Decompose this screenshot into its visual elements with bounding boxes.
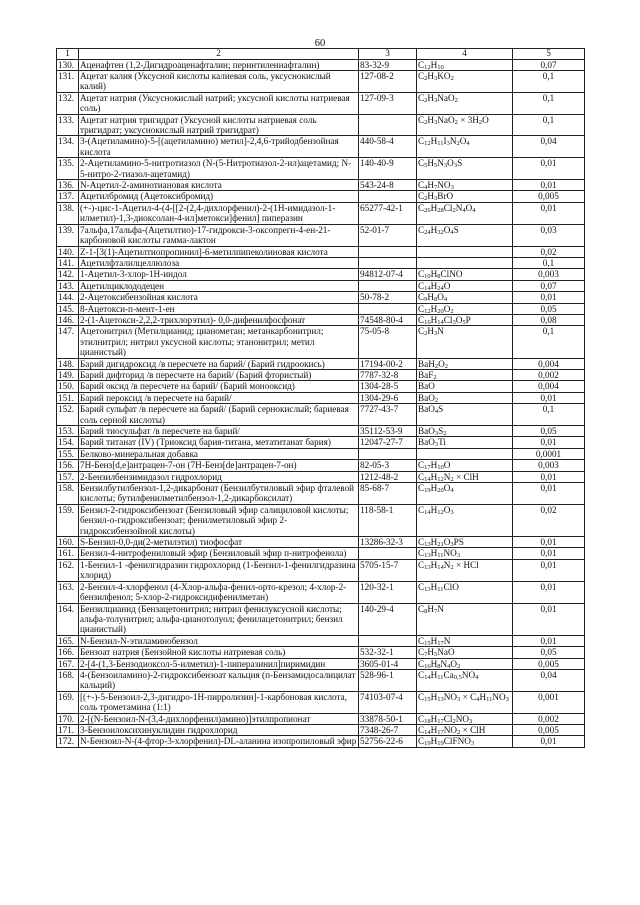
value-cell: 0,005 bbox=[513, 191, 585, 202]
formula-cell: $C_{14}H_{17}NO_2$ × ClH bbox=[417, 724, 513, 735]
table-row bbox=[57, 483, 585, 505]
table-row bbox=[57, 404, 585, 426]
row-number-cell: 136. bbox=[57, 180, 79, 191]
value-cell: 0,07 bbox=[513, 59, 585, 70]
row-number-cell: 139. bbox=[57, 224, 79, 246]
formula-cell: $C_{12}H_{20}O_2$ bbox=[417, 303, 513, 314]
cas-number-cell: 12047-27-7 bbox=[359, 437, 417, 448]
row-number-cell: 149. bbox=[57, 369, 79, 380]
row-number-cell: 146. bbox=[57, 314, 79, 325]
value-cell: 0,01 bbox=[513, 736, 585, 747]
formula-cell: $C_{13}H_{11}NO_3$ bbox=[417, 548, 513, 559]
formula-cell: $C_8H_7N$ bbox=[417, 603, 513, 635]
formula-cell: $C_5H_5N_3O_3S$ bbox=[417, 158, 513, 180]
formula-cell: $C_{14}H_{11}Ca_{0,5}NO_4$ bbox=[417, 669, 513, 691]
row-number-cell: 156. bbox=[57, 460, 79, 471]
formula-cell: BaO$_3$Ti bbox=[417, 437, 513, 448]
cas-number-cell bbox=[359, 257, 417, 268]
cas-number-cell: 532-32-1 bbox=[359, 647, 417, 658]
cas-number-cell: 82-05-3 bbox=[359, 460, 417, 471]
cas-number-cell: 140-40-9 bbox=[359, 158, 417, 180]
cas-number-cell: 83-32-9 bbox=[359, 59, 417, 70]
formula-cell: $C_7H_5NaO$ bbox=[417, 647, 513, 658]
substance-name-cell: 2-[(N-Бензоил-N-(3,4-дихлорфенил)амино)]этилпропионат bbox=[79, 713, 359, 724]
value-cell: 0,01 bbox=[513, 292, 585, 303]
substance-name-cell: 1-Ацетил-3-хлор-1Н-индол bbox=[79, 269, 359, 280]
cas-number-cell bbox=[359, 448, 417, 459]
formula-cell: $C_{14}H_{24}O$ bbox=[417, 280, 513, 291]
table-row bbox=[57, 292, 585, 303]
row-number-cell: 151. bbox=[57, 392, 79, 403]
substance-name-cell: Ацетат калия (Уксусной кислоты калиевая соль, уксуснокислый калий) bbox=[79, 71, 359, 93]
substance-name-cell: 2-(1-Ацетокси-2,2,2-трихлорэтил)- 0,0-дифенилфосфонат bbox=[79, 314, 359, 325]
formula-cell: $C_{24}H_{32}O_4S$ bbox=[417, 224, 513, 246]
substances-table bbox=[56, 48, 585, 748]
row-number-cell: 141. bbox=[57, 257, 79, 268]
cas-number-cell: 7348-26-7 bbox=[359, 724, 417, 735]
table-row bbox=[57, 369, 585, 380]
value-cell: 0,07 bbox=[513, 280, 585, 291]
value-cell: 0,01 bbox=[513, 392, 585, 403]
row-number-cell: 164. bbox=[57, 603, 79, 635]
substance-name-cell: Бензил-2-гидроксибензоат (Бензиловый эфир салициловой кислоты; бензил-о-гидроксибензоат; фенилметиловый эфир 2-гидроксибензойной кислоты) bbox=[79, 504, 359, 536]
substance-name-cell: Ацетат натрия тригидрат (Уксусной кислоты натриевая соль тригидрат; уксуснокислый натрий тригидрат) bbox=[79, 114, 359, 136]
value-cell: 0,01 bbox=[513, 581, 585, 603]
formula-cell: $C_2H_3N$ bbox=[417, 326, 513, 358]
substance-name-cell: 8-Ацетокси-п-мент-1-ен bbox=[79, 303, 359, 314]
cas-number-cell bbox=[359, 114, 417, 136]
value-cell: 0,04 bbox=[513, 136, 585, 158]
value-cell: 0,03 bbox=[513, 224, 585, 246]
formula-cell: $C_{14}H_{12}N_2$ × ClH bbox=[417, 471, 513, 482]
row-number-cell: 147. bbox=[57, 326, 79, 358]
substance-name-cell: 2-Бензил-4-хлорфенол (4-Хлор-альфа-фенил-орто-крезол; 4-хлор-2-бензилфенол; 5-хлор-2-гидроксидифенилметан) bbox=[79, 581, 359, 603]
value-cell: 0,05 bbox=[513, 303, 585, 314]
table-row bbox=[57, 303, 585, 314]
value-cell: 0,01 bbox=[513, 559, 585, 581]
substance-name-cell: Ацетат натрия (Уксуснокислый натрий; уксусной кислоты натриевая соль) bbox=[79, 92, 359, 114]
cas-number-cell: 74103-07-4 bbox=[359, 691, 417, 713]
row-number-cell: 158. bbox=[57, 483, 79, 505]
row-number-cell: 163. bbox=[57, 581, 79, 603]
cas-number-cell: 85-68-7 bbox=[359, 483, 417, 505]
row-number-cell: 159. bbox=[57, 504, 79, 536]
table-row bbox=[57, 59, 585, 70]
substance-name-cell: Аценафтен (1,2-Дигидроаценафталин; перинтиленнафталин) bbox=[79, 59, 359, 70]
value-cell: 0,05 bbox=[513, 426, 585, 437]
formula-cell: $C_{12}H_{10}$ bbox=[417, 59, 513, 70]
cas-number-cell: 5705-15-7 bbox=[359, 559, 417, 581]
formula-cell: $C_{15}H_{13}NO_3 \times C_4H_{11}NO_3$ bbox=[417, 691, 513, 713]
substance-name-cell: Барий оксид /в пересчете на барий/ (Барий монооксид) bbox=[79, 381, 359, 392]
value-cell: 0,01 bbox=[513, 603, 585, 635]
formula-cell: $C_{19}H_{20}O_4$ bbox=[417, 483, 513, 505]
row-number-cell: 167. bbox=[57, 658, 79, 669]
value-cell: 0,01 bbox=[513, 635, 585, 646]
cas-number-cell: 1304-29-6 bbox=[359, 392, 417, 403]
row-number-cell: 138. bbox=[57, 202, 79, 224]
formula-cell: BaF$_2$ bbox=[417, 369, 513, 380]
header-cell: 5 bbox=[513, 49, 585, 60]
value-cell: 0,05 bbox=[513, 647, 585, 658]
cas-number-cell: 440-58-4 bbox=[359, 136, 417, 158]
substance-name-cell: 2-Бензилбензимидазол гидрохлорид bbox=[79, 471, 359, 482]
cas-number-cell bbox=[359, 303, 417, 314]
formula-cell bbox=[417, 257, 513, 268]
substance-name-cell: 3-(Ацетиламино)-5-[(ацетиламино) метил]-2,4,6-трийодбензойная кислота bbox=[79, 136, 359, 158]
table-row bbox=[57, 437, 585, 448]
table-row bbox=[57, 736, 585, 747]
formula-cell: $C_2H_3BrO$ bbox=[417, 191, 513, 202]
value-cell: 0,01 bbox=[513, 180, 585, 191]
table-row bbox=[57, 669, 585, 691]
formula-cell: BaO$_4$S bbox=[417, 404, 513, 426]
substance-name-cell: Z-1-[3(1)-Ацетилтиопропинил]-6-метилпипеколиновая кислота bbox=[79, 246, 359, 257]
substance-name-cell: (+-)-цис-1-Ацетил-4-(4-[[2-(2,4-дихлорфенил)-2-(1Н-имидазол-1-илметил)-1,3-диоксолан-4-ил]метокси]фенил] пиперазин bbox=[79, 202, 359, 224]
table-row bbox=[57, 559, 585, 581]
substance-name-cell: Барий дигидроксид /в пересчете на барий/ (Барий гидроокись) bbox=[79, 358, 359, 369]
row-number-cell: 130. bbox=[57, 59, 79, 70]
value-cell: 0,02 bbox=[513, 504, 585, 536]
substance-name-cell: 3-Бензоилоксихинуклидин гидрохлорид bbox=[79, 724, 359, 735]
table-body bbox=[57, 59, 585, 747]
cas-number-cell: 94812-07-4 bbox=[359, 269, 417, 280]
header-cell: 4 bbox=[417, 49, 513, 60]
value-cell: 0,01 bbox=[513, 158, 585, 180]
formula-cell: $C_{19}H_{19}ClFNO_3$ bbox=[417, 736, 513, 747]
formula-cell: $C_{13}H_{21}O_3PS$ bbox=[417, 537, 513, 548]
formula-cell: $C_{13}H_{11}ClO$ bbox=[417, 581, 513, 603]
formula-cell: $C_{18}H_{17}Cl_2NO_3$ bbox=[417, 713, 513, 724]
row-number-cell: 142. bbox=[57, 269, 79, 280]
header-cell: 1 bbox=[57, 49, 79, 60]
row-number-cell: 133. bbox=[57, 114, 79, 136]
cas-number-cell: 13286-32-3 bbox=[359, 537, 417, 548]
table-row bbox=[57, 326, 585, 358]
cas-number-cell bbox=[359, 246, 417, 257]
table-row bbox=[57, 537, 585, 548]
row-number-cell: 135. bbox=[57, 158, 79, 180]
substance-name-cell: Барий сульфат /в пересчете на барий/ (Барий сернокислый; бариевая соль серной кислоты) bbox=[79, 404, 359, 426]
value-cell: 0,003 bbox=[513, 269, 585, 280]
cas-number-cell: 52-01-7 bbox=[359, 224, 417, 246]
value-cell: 0,01 bbox=[513, 548, 585, 559]
cas-number-cell: 127-09-3 bbox=[359, 92, 417, 114]
formula-cell: $C_{12}H_{11}I_3N_2O_4$ bbox=[417, 136, 513, 158]
value-cell: 0,04 bbox=[513, 669, 585, 691]
formula-cell: $C_{15}H_{17}N$ bbox=[417, 635, 513, 646]
row-number-cell: 134. bbox=[57, 136, 79, 158]
table-row bbox=[57, 603, 585, 635]
row-number-cell: 143. bbox=[57, 280, 79, 291]
formula-cell: $C_{10}H_8ClNO$ bbox=[417, 269, 513, 280]
row-number-cell: 166. bbox=[57, 647, 79, 658]
substance-name-cell: 7Н-Бенз[d,e]антрацен-7-он (7Н-Бенз[de]антрацен-7-он) bbox=[79, 460, 359, 471]
row-number-cell: 169. bbox=[57, 691, 79, 713]
row-number-cell: 152. bbox=[57, 404, 79, 426]
substance-name-cell: Барий пероксид /в пересчете на барий/ bbox=[79, 392, 359, 403]
row-number-cell: 153. bbox=[57, 426, 79, 437]
table-row bbox=[57, 448, 585, 459]
substance-name-cell: Барий тиосульфат /в пересчете на барий/ bbox=[79, 426, 359, 437]
table-row bbox=[57, 314, 585, 325]
value-cell: 0,1 bbox=[513, 404, 585, 426]
cas-number-cell: 528-96-1 bbox=[359, 669, 417, 691]
row-number-cell: 145. bbox=[57, 303, 79, 314]
value-cell: 0,004 bbox=[513, 381, 585, 392]
substance-name-cell: N-Бензоил-N-(4-фтор-3-хлорфенил)-DL-аланина изопропиловый эфир bbox=[79, 736, 359, 747]
table-row bbox=[57, 392, 585, 403]
row-number-cell: 140. bbox=[57, 246, 79, 257]
substance-name-cell: 4-(Бензоиламино)-2-гидроксибензоат кальция (п-Бензамидосалицилат кальций) bbox=[79, 669, 359, 691]
formula-cell: BaO$_2$ bbox=[417, 392, 513, 403]
substance-name-cell: Бензоат натрия (Бензойной кислоты натриевая соль) bbox=[79, 647, 359, 658]
table-row bbox=[57, 246, 585, 257]
formula-cell: $C_2H_3NaO_2$ bbox=[417, 92, 513, 114]
row-number-cell: 165. bbox=[57, 635, 79, 646]
table-row bbox=[57, 180, 585, 191]
table-row bbox=[57, 504, 585, 536]
row-number-cell: 172. bbox=[57, 736, 79, 747]
cas-number-cell bbox=[359, 280, 417, 291]
header-cell: 2 bbox=[79, 49, 359, 60]
row-number-cell: 137. bbox=[57, 191, 79, 202]
cas-number-cell: 127-08-2 bbox=[359, 71, 417, 93]
value-cell: 0,01 bbox=[513, 537, 585, 548]
cas-number-cell: 1212-48-2 bbox=[359, 471, 417, 482]
value-cell: 0,004 bbox=[513, 358, 585, 369]
substance-name-cell: Барий титанат (IV) (Триоксид бария-титана, метатитанат бария) bbox=[79, 437, 359, 448]
row-number-cell: 131. bbox=[57, 71, 79, 93]
table-row bbox=[57, 224, 585, 246]
row-number-cell: 148. bbox=[57, 358, 79, 369]
substance-name-cell: Барий дифторид /в пересчете на барий/ (Барий фтористый) bbox=[79, 369, 359, 380]
row-number-cell: 150. bbox=[57, 381, 79, 392]
table-row bbox=[57, 724, 585, 735]
cas-number-cell: 543-24-8 bbox=[359, 180, 417, 191]
formula-cell: $C_2H_3KO_2$ bbox=[417, 71, 513, 93]
substance-name-cell: N-Ацетил-2-аминотиановая кислота bbox=[79, 180, 359, 191]
formula-cell: $BaO_3S_2$ bbox=[417, 426, 513, 437]
substance-name-cell: Бензил-4-нитрофениловый эфир (Бензиловый эфир п-нитрофенола) bbox=[79, 548, 359, 559]
cas-number-cell: 118-58-1 bbox=[359, 504, 417, 536]
table-row bbox=[57, 71, 585, 93]
cas-number-cell: 52756-22-6 bbox=[359, 736, 417, 747]
cas-number-cell: 3605-01-4 bbox=[359, 658, 417, 669]
formula-cell bbox=[417, 246, 513, 257]
formula-cell: $C_{16}H_8N_4O_2$ bbox=[417, 658, 513, 669]
formula-cell: $C_{13}H_{14}N_2$ × HCl bbox=[417, 559, 513, 581]
table-row bbox=[57, 269, 585, 280]
substance-name-cell: Бензилбутилбензол-1,2-дикарбонат (Бензилбутиловый эфир фталевой кислоты; бутилфенилметилбензол-1,2-дикарбоксилат) bbox=[79, 483, 359, 505]
formula-cell: $BaH_2O_2$ bbox=[417, 358, 513, 369]
table-row bbox=[57, 381, 585, 392]
table-row bbox=[57, 460, 585, 471]
substance-name-cell: 2-Ацетиламино-5-нитротиазол (N-(5-Нитротиазол-2-ил)ацетамид; N-5-нитро-2-тиазол-ацетамид) bbox=[79, 158, 359, 180]
row-number-cell: 155. bbox=[57, 448, 79, 459]
cas-number-cell: 74548-80-4 bbox=[359, 314, 417, 325]
formula-cell: $C_{14}H_{12}O_3$ bbox=[417, 504, 513, 536]
cas-number-cell: 35112-53-9 bbox=[359, 426, 417, 437]
value-cell: 0,1 bbox=[513, 114, 585, 136]
cas-number-cell: 17194-00-2 bbox=[359, 358, 417, 369]
substance-name-cell: Бензилцианид (Бензацетонитрил; нитрил фенилуксусной кислоты; альфа-толунитрил; альфа-цианотолуол; фенилацетонитрил; бензил цианистый) bbox=[79, 603, 359, 635]
table-row bbox=[57, 136, 585, 158]
cas-number-cell bbox=[359, 548, 417, 559]
formula-cell: $C_9H_8O_4$ bbox=[417, 292, 513, 303]
formula-cell: $C_{17}H_{10}O$ bbox=[417, 460, 513, 471]
substance-name-cell: N-Бензил-N-этиламинобензол bbox=[79, 635, 359, 646]
table-row bbox=[57, 691, 585, 713]
value-cell: 0,08 bbox=[513, 314, 585, 325]
value-cell: 0,01 bbox=[513, 471, 585, 482]
table-row bbox=[57, 358, 585, 369]
value-cell: 0,1 bbox=[513, 326, 585, 358]
substance-name-cell: Ацетилциклододецен bbox=[79, 280, 359, 291]
value-cell: 0,005 bbox=[513, 658, 585, 669]
table-row bbox=[57, 158, 585, 180]
row-number-cell: 144. bbox=[57, 292, 79, 303]
value-cell: 0,1 bbox=[513, 257, 585, 268]
formula-cell: $C_4H_7NO_3$ bbox=[417, 180, 513, 191]
substance-name-cell: 1-Бензил-1 -фенилгидразин гидрохлорид (1-Бензил-1-фенилгидразина хлорид) bbox=[79, 559, 359, 581]
substance-name-cell: [(+-)-5-Бензоил-2,3-дигидро-1Н-пирролизин]-1-карбоновая кислота, соль трометамина (1:1) bbox=[79, 691, 359, 713]
value-cell: 0,01 bbox=[513, 202, 585, 224]
row-number-cell: 157. bbox=[57, 471, 79, 482]
row-number-cell: 162. bbox=[57, 559, 79, 581]
row-number-cell: 132. bbox=[57, 92, 79, 114]
row-number-cell: 168. bbox=[57, 669, 79, 691]
table-row bbox=[57, 191, 585, 202]
table-row bbox=[57, 581, 585, 603]
cas-number-cell: 1304-28-5 bbox=[359, 381, 417, 392]
formula-cell: $C_2H_3NaO_2 \times 3H_2O$ bbox=[417, 114, 513, 136]
row-number-cell: 160. bbox=[57, 537, 79, 548]
table-row bbox=[57, 713, 585, 724]
cas-number-cell: 7727-43-7 bbox=[359, 404, 417, 426]
cas-number-cell: 7787-32-8 bbox=[359, 369, 417, 380]
substance-name-cell: 7альфа,17альфа-(Ацетилтио)-17-гидрокси-3-оксопрегн-4-ен-21-карбоновой кислоты гамма-лактон bbox=[79, 224, 359, 246]
value-cell: 0,0001 bbox=[513, 448, 585, 459]
table-row bbox=[57, 635, 585, 646]
cas-number-cell: 33878-50-1 bbox=[359, 713, 417, 724]
substance-name-cell: 2-Ацетоксибензойная кислота bbox=[79, 292, 359, 303]
table-row bbox=[57, 647, 585, 658]
cas-number-cell: 50-78-2 bbox=[359, 292, 417, 303]
table-row bbox=[57, 658, 585, 669]
substance-name-cell: Ацетилфталилцеллюлоза bbox=[79, 257, 359, 268]
cas-number-cell bbox=[359, 191, 417, 202]
substance-name-cell: Белково-минеральная добавка bbox=[79, 448, 359, 459]
value-cell: 0,002 bbox=[513, 713, 585, 724]
value-cell: 0,02 bbox=[513, 246, 585, 257]
header-row bbox=[57, 49, 585, 60]
cas-number-cell bbox=[359, 635, 417, 646]
cas-number-cell: 75-05-8 bbox=[359, 326, 417, 358]
formula-cell: BaO bbox=[417, 381, 513, 392]
formula-cell: $C_{16}H_{14}Cl_3O_5P$ bbox=[417, 314, 513, 325]
value-cell: 0,01 bbox=[513, 483, 585, 505]
value-cell: 0,005 bbox=[513, 724, 585, 735]
value-cell: 0,001 bbox=[513, 691, 585, 713]
row-number-cell: 161. bbox=[57, 548, 79, 559]
cas-number-cell: 65277-42-1 bbox=[359, 202, 417, 224]
value-cell: 0,002 bbox=[513, 369, 585, 380]
value-cell: 0,1 bbox=[513, 71, 585, 93]
table-row bbox=[57, 202, 585, 224]
substance-name-cell: Ацетилбромид (Ацетоксибромид) bbox=[79, 191, 359, 202]
substance-name-cell: S-Бензил-0,0-ди(2-метилэтил) тиофосфат bbox=[79, 537, 359, 548]
table-row bbox=[57, 426, 585, 437]
page-number: 60 bbox=[314, 38, 326, 49]
table-row bbox=[57, 257, 585, 268]
value-cell: 0,01 bbox=[513, 437, 585, 448]
cas-number-cell: 140-29-4 bbox=[359, 603, 417, 635]
row-number-cell: 170. bbox=[57, 713, 79, 724]
row-number-cell: 154. bbox=[57, 437, 79, 448]
value-cell: 0,1 bbox=[513, 92, 585, 114]
table-row bbox=[57, 92, 585, 114]
table-row bbox=[57, 548, 585, 559]
formula-cell: $C_{26}H_{28}Cl_2N_4O_4$ bbox=[417, 202, 513, 224]
row-number-cell: 171. bbox=[57, 724, 79, 735]
table-row bbox=[57, 280, 585, 291]
table-row bbox=[57, 114, 585, 136]
value-cell: 0,003 bbox=[513, 460, 585, 471]
cas-number-cell: 120-32-1 bbox=[359, 581, 417, 603]
table-row bbox=[57, 471, 585, 482]
header-cell: 3 bbox=[359, 49, 417, 60]
substance-name-cell: 2-[4-(1,3-Бензодиоксол-5-илметил)-1-пиперазинил]пиримидин bbox=[79, 658, 359, 669]
formula-cell bbox=[417, 448, 513, 459]
substance-name-cell: Ацетонитрил (Метилцианид; цианометан; метанкарбонитрил; этилнитрил; нитрил уксусной кислоты; этанонитрил; метил цианистый) bbox=[79, 326, 359, 358]
